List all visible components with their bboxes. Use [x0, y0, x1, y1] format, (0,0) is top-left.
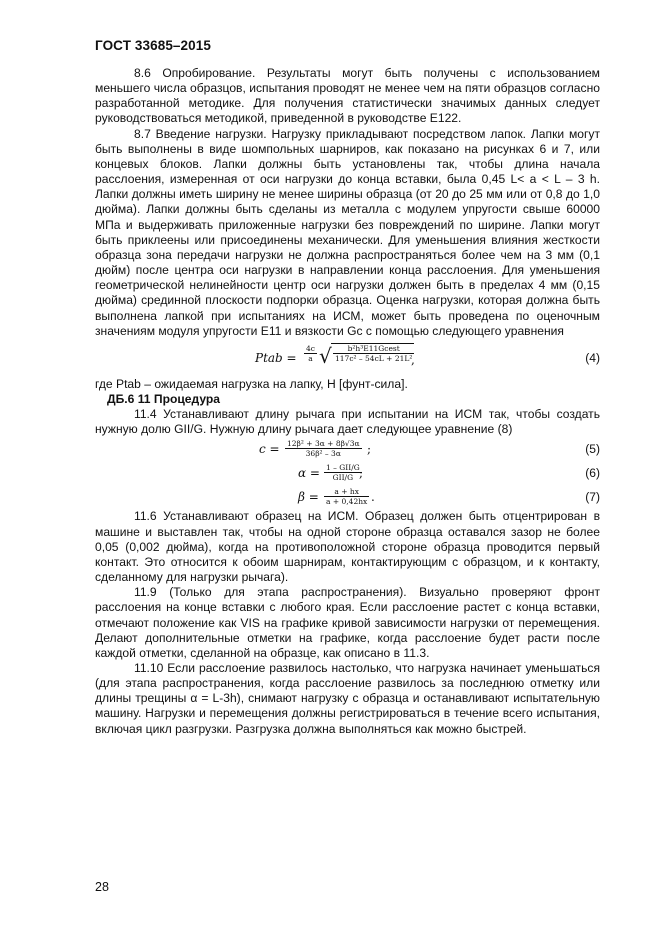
- equation-4-lhs: Ptab =: [255, 350, 297, 365]
- equation-6-fraction: [324, 463, 362, 482]
- equation-6-tail: ;: [359, 466, 364, 481]
- equation-4-rad-num: b²h³E11Gcest: [333, 344, 414, 354]
- equation-7-lhs: β =: [298, 490, 319, 505]
- equation-4-number: (4): [585, 350, 600, 365]
- equation-7-num: a + hx: [324, 487, 369, 497]
- equation-6-number: (6): [585, 466, 600, 481]
- equation-7-fraction: [324, 487, 369, 506]
- equation-4-radicand: [331, 343, 414, 363]
- equation-5-den: 36β² – 3α: [305, 449, 341, 459]
- paragraph-11-9: 11.9 (Только для этапа распространения). Визуально проверяют фронт расслоения на конце вставки с любого края. Если расслоение растет с конца вставки, отмечают положение как VIS на графике кривой зависимости нагрузки от перемещения. Делают дополнительные отметки на графике, когда расслоение будет расти после каждой отметки, сделанной на образце, как описано в 11.3.: [95, 585, 600, 660]
- equation-4-coef-num: 4c: [306, 343, 315, 353]
- equation-6-num: 1 – GII/G: [326, 463, 360, 473]
- equation-6-lhs: α =: [298, 466, 320, 481]
- equation-6: [95, 461, 600, 485]
- equation-5-fraction: [285, 439, 362, 458]
- radical-sign: √: [319, 343, 332, 368]
- equation-4-rad-den: 117c² – 54cL + 21L²: [335, 353, 413, 363]
- where-line: где Ptab – ожидаемая нагрузка на лапку, Н [фунт-сила].: [95, 376, 408, 391]
- equation-5: [95, 437, 600, 461]
- paragraph-8-7: 8.7 Введение нагрузки. Нагрузку прикладывают посредством лапок. Лапки могут быть выполнены в виде шомпольных шарниров, как показано на рисунках 6 и 7, или концевых блоков. Лапки должны быть установлены так, чтобы длина начала расслоения, измеренная от оси нагрузки до конца вставки, была 0,45 L< a < L – 3 h. Лапки должны иметь ширину не менее ширины образца (от 20 до 25 мм или от 0,8 до 1,0 дюйма). Лапки должны быть сделаны из металла с модулем упругости свыше 60000 МПа и выдерживать приложенные нагрузки без повреждений по ширине. Лапки могут быть приклеены или присоединены механически. Для уменьшения влияния жесткости образца зона передачи нагрузки не должна распространяться более чем на 3 мм (0,1 дюйм) после центра оси нагрузки в направлении конца расслоения. Для уменьшения геометрической нелинейности центр оси нагрузки должен быть в пределах 4 мм (0,15 дюйма) срединной плоскости подпорки образца. Оценка нагрузки, которая должна быть выполнена лапкой при испытаниях на ИСМ, может быть проведена по оценочным значениям модуля упругости E11 и вязкости Gc с помощью следующего уравнения: [95, 126, 600, 338]
- document-header: ГОСТ 33685–2015: [95, 38, 211, 53]
- equation-5-tail: ;: [367, 442, 372, 457]
- equation-7: [95, 485, 600, 509]
- page-number: 28: [95, 880, 109, 894]
- equation-7-number: (7): [585, 490, 600, 505]
- equation-4-tail: ,: [411, 352, 415, 367]
- page-body: [95, 66, 600, 737]
- paragraph-11-4: 11.4 Устанавливают длину рычага при испытании на ИСМ так, чтобы создать нужную долю GII/G. Нужную длину рычага дает следующее уравнение (8): [95, 407, 600, 437]
- equation-5-num: 12β² + 3α + 8β√3α: [287, 439, 360, 449]
- equation-4-coef-den: a: [308, 353, 313, 363]
- section-heading: ДБ.6 11 Процедура: [107, 391, 221, 406]
- equation-5-number: (5): [585, 442, 600, 457]
- equation-7-den: a + 0,42hx: [326, 497, 368, 507]
- equation-4: [95, 341, 600, 377]
- paragraph-11-6: 11.6 Устанавливают образец на ИСМ. Образец должен быть отцентрирован в машине и выставлен так, чтобы на одной стороне образца оставался зазор не более 0,05 (0,002 дюйма), когда на противоположной стороне образца проводится первый контакт. Это относится к обоим шарнирам, контактирующим с образцом, и к контакту, сделанному для нагрузки рычага).: [95, 509, 600, 585]
- equation-6-den: GII/G: [332, 473, 354, 483]
- equation-5-lhs: c =: [259, 442, 280, 457]
- equation-4-coefficient: [304, 344, 317, 363]
- equation-7-tail: .: [371, 490, 375, 505]
- paragraph-11-10: 11.10 Если расслоение развилось настолько, что нагрузка начинает уменьшаться (для этапа распространения, когда расслоение развилось за последнюю отметку или длины трещины α = L-3h), снимают нагрузку с образца и останавливают испытательную машину. Нагрузки и перемещения должны регистрироваться в течение всего испытания, включая цикл разгрузки. Разгрузка должна выполняться как можно быстрей.: [95, 661, 600, 736]
- paragraph-8-6: 8.6 Опробирование. Результаты могут быть получены с использованием меньшего числа образцов, испытания проводят не менее чем на пяти образцов согласно разработанной методике. Для получения статистически значимых данных следует руководствоваться методикой, приведенной в руководстве E122.: [95, 66, 600, 126]
